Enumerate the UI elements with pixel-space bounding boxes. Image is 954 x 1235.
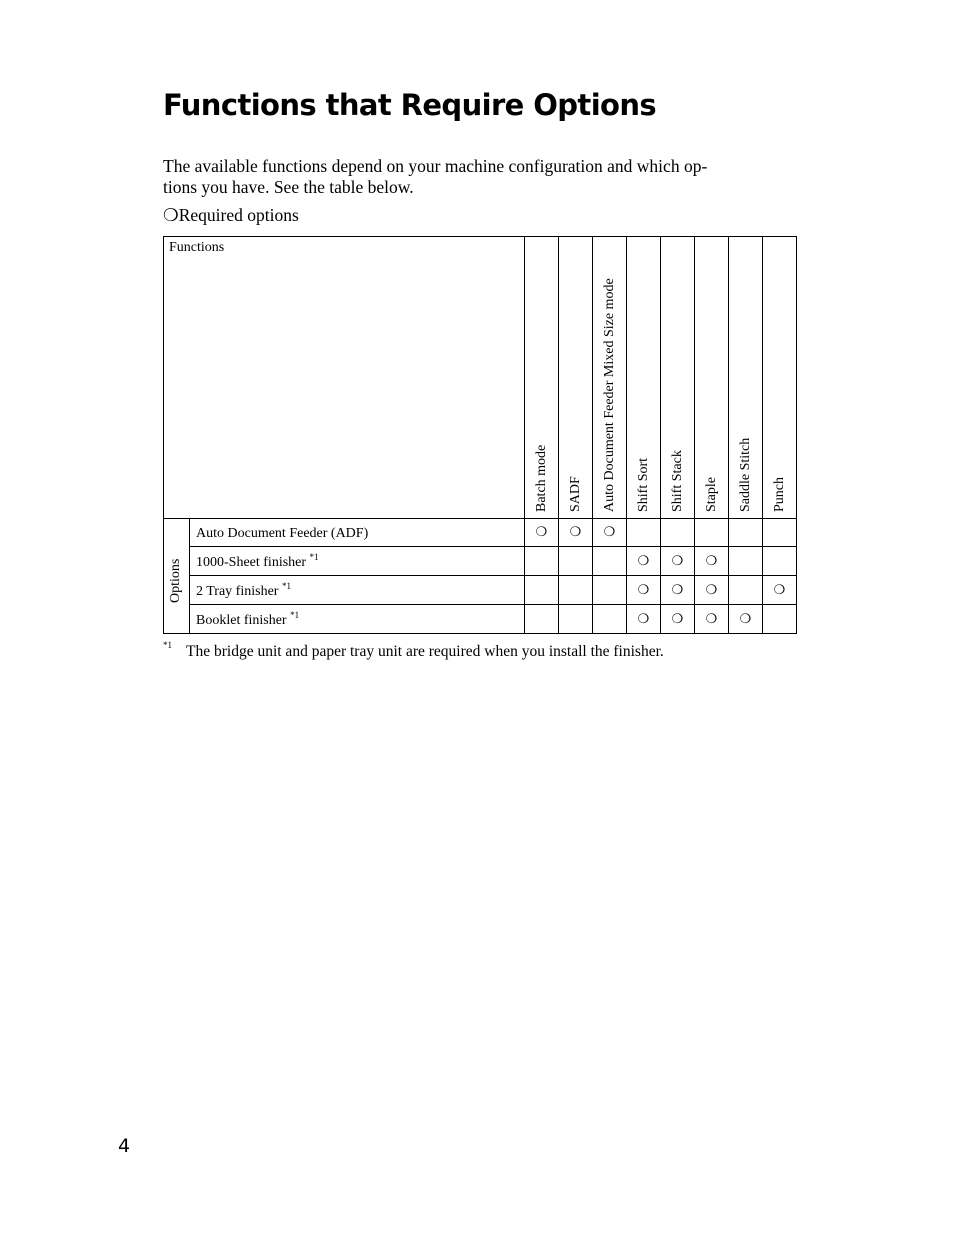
row-label: 2 Tray finisher $^{*1}$: [190, 576, 525, 605]
column-header-label: Auto Document Feeder Mixed Size mode: [601, 278, 617, 512]
table-cell: [763, 605, 797, 634]
required-circle-icon: ❍: [163, 205, 179, 225]
table-cell: ❍: [661, 576, 695, 605]
table-cell: [525, 576, 559, 605]
intro-line-1: The available functions depend on your machine configuration and which op-: [163, 156, 708, 176]
table-cell: [695, 519, 729, 547]
required-options-legend: [163, 205, 299, 226]
row-label: 1000-Sheet finisher $^{*1}$: [190, 547, 525, 576]
functions-header-cell: [164, 237, 525, 519]
table-cell: ❍: [627, 547, 661, 576]
options-side-header: [164, 519, 190, 634]
required-options-label: Required options: [178, 205, 299, 225]
table-cell: [593, 576, 627, 605]
column-header-label: Batch mode: [533, 444, 549, 512]
column-header: [695, 237, 729, 519]
table-cell: [729, 576, 763, 605]
table-cell: ❍: [525, 519, 559, 547]
column-header-label: Shift Stack: [669, 450, 685, 512]
functions-options-table: [163, 236, 797, 634]
table-cell: ❍: [559, 519, 593, 547]
page-title: Functions that Require Options: [163, 88, 657, 122]
table-cell: [559, 547, 593, 576]
intro-line-2: tions you have. See the table below.: [163, 177, 414, 197]
table-cell: [729, 547, 763, 576]
table-cell: ❍: [627, 576, 661, 605]
table-header-row: [164, 237, 797, 519]
column-header-label: Shift Sort: [635, 457, 651, 512]
table-cell: ❍: [593, 519, 627, 547]
table-cell: ❍: [661, 547, 695, 576]
table-row: [164, 576, 797, 605]
column-header: [627, 237, 661, 519]
table-cell: ❍: [763, 576, 797, 605]
table-row: [164, 519, 797, 547]
table-cell: [525, 605, 559, 634]
column-header: [593, 237, 627, 519]
footnote: [163, 640, 664, 661]
table-cell: [763, 547, 797, 576]
table-cell: ❍: [627, 605, 661, 634]
table-row: [164, 605, 797, 634]
table-cell: ❍: [661, 605, 695, 634]
column-header-label: Saddle Stitch: [737, 437, 753, 512]
options-side-label: Options: [167, 558, 183, 603]
footnote-ref: *1: [163, 640, 172, 650]
table-row: [164, 547, 797, 576]
column-header: [525, 237, 559, 519]
footnote-text: The bridge unit and paper tray unit are required when you install the finisher.: [186, 643, 664, 660]
page-number: 4: [118, 1135, 131, 1157]
table-cell: [593, 547, 627, 576]
table-cell: [525, 547, 559, 576]
column-header: [661, 237, 695, 519]
table-cell: [559, 605, 593, 634]
column-header: [763, 237, 797, 519]
column-header: [729, 237, 763, 519]
table-cell: ❍: [695, 605, 729, 634]
column-header-label: Staple: [703, 477, 719, 512]
column-header-label: SADF: [567, 476, 583, 512]
column-header: [559, 237, 593, 519]
row-label: Booklet finisher $^{*1}$: [190, 605, 525, 634]
table-cell: [729, 519, 763, 547]
table-cell: [763, 519, 797, 547]
table-cell: [593, 605, 627, 634]
row-label: Auto Document Feeder (ADF): [190, 519, 525, 547]
intro-paragraph: [163, 156, 791, 198]
table-cell: ❍: [729, 605, 763, 634]
table-cell: [661, 519, 695, 547]
table-cell: ❍: [695, 576, 729, 605]
table-cell: [559, 576, 593, 605]
functions-header-label: Functions: [169, 240, 225, 255]
column-header-label: Punch: [771, 477, 787, 512]
table-cell: ❍: [695, 547, 729, 576]
table-cell: [627, 519, 661, 547]
